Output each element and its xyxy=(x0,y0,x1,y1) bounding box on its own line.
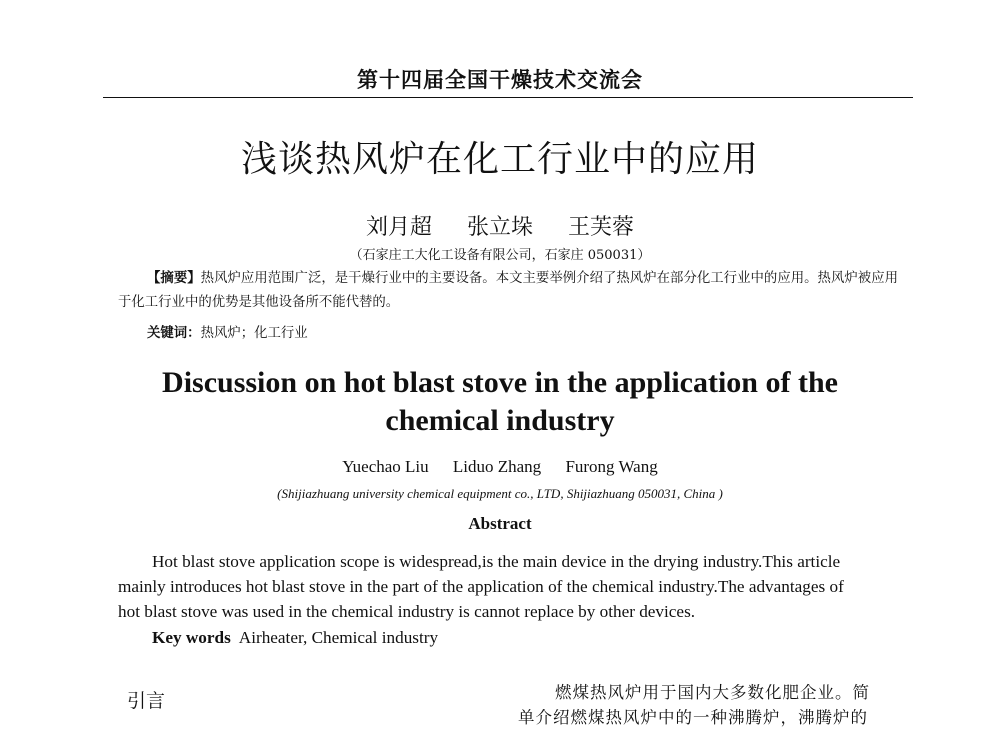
chinese-abstract-label: 【摘要】 xyxy=(147,270,201,286)
english-authors xyxy=(0,457,1000,477)
conference-header: 第十四届全国干燥技术交流会 xyxy=(357,67,643,92)
body-paragraph: 燃煤热风炉用于国内大多数化肥企业。简单介绍燃煤热风炉中的一种沸腾炉，沸腾炉的 xyxy=(518,683,870,727)
english-keywords-label: Key words xyxy=(152,628,231,647)
english-keywords-text: Airheater, Chemical industry xyxy=(238,628,439,647)
english-author: Yuechao Liu xyxy=(342,457,429,476)
english-abstract: Hot blast stove application scope is widespread,is the main device in the drying industry.This article mainly introduces hot blast stove in the part of the application of the chemical industry.The advantages of hot blast stove was used in the chemical industry is cannot replace by other devices. xyxy=(118,552,844,621)
english-keywords xyxy=(152,628,852,648)
english-author: Furong Wang xyxy=(565,457,658,476)
chinese-author: 张立垛 xyxy=(466,215,533,240)
chinese-abstract xyxy=(118,266,898,315)
chinese-keywords-label: 关键词： xyxy=(147,325,201,341)
chinese-affiliation: （石家庄工大化工设备有限公司，石家庄 050031） xyxy=(349,248,651,263)
section-heading-introduction: 引言 xyxy=(127,690,166,712)
chinese-keywords xyxy=(147,322,847,341)
chinese-author: 刘月超 xyxy=(365,215,432,240)
chinese-keywords-text: 热风炉；化工行业 xyxy=(200,326,308,341)
chinese-abstract-text: 热风炉应用范围广泛，是干燥行业中的主要设备。本文主要举例介绍了热风炉在部分化工行业中的应用。热风炉被应用于化工行业中的优势是其他设备所不能代替的。 xyxy=(118,271,899,310)
english-author: Liduo Zhang xyxy=(452,457,542,476)
english-title: Discussion on hot blast stove in the application of the chemical industry xyxy=(162,366,838,437)
english-abstract-heading: Abstract xyxy=(468,514,532,533)
header-divider xyxy=(103,97,913,98)
english-affiliation: (Shijiazhuang university chemical equipment co., LTD, Shijiazhuang 050031, China ) xyxy=(277,486,723,501)
chinese-title: 浅谈热风炉在化工行业中的应用 xyxy=(240,139,759,180)
chinese-authors xyxy=(0,210,1000,241)
chinese-author: 王芙蓉 xyxy=(568,215,635,240)
